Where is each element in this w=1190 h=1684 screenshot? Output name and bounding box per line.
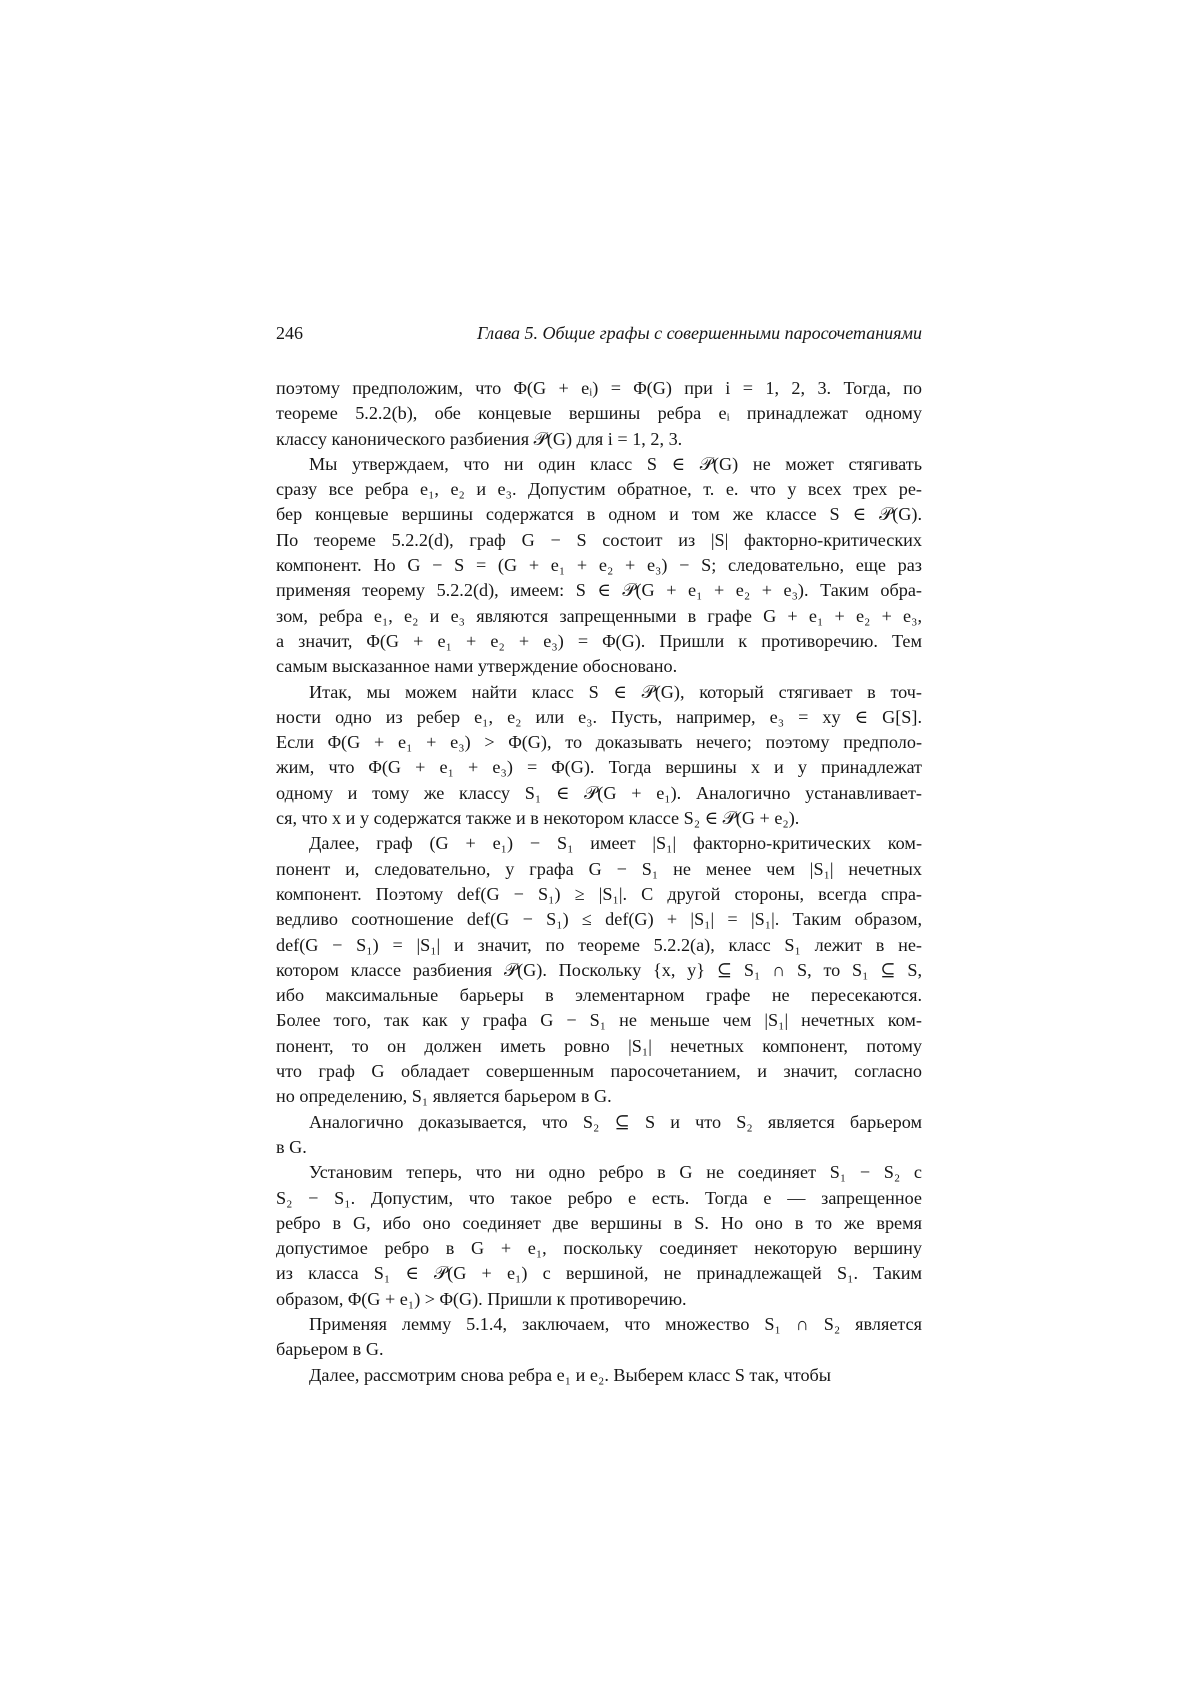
text-line: Далее, рассмотрим снова ребра e₁ и e₂. Выберем класс S так, чтобы xyxy=(309,1364,832,1385)
text-line: бер концевые вершины содержатся в одном и том же классе S ∈ 𝒫(G). xyxy=(276,504,922,525)
text-line: допустимое ребро в G + e₁, поскольку соединяет некоторую вершину xyxy=(276,1238,922,1259)
text-line: применяя теорему 5.2.2(d), имеем: S ∈ 𝒫(G + e₁ + e₂ + e₃). Таким обра- xyxy=(276,580,922,601)
text-line: в G. xyxy=(276,1136,307,1157)
text-line: ведливо соотношение def(G − S₁) ≤ def(G) + |S₁| = |S₁|. Таким образом, xyxy=(276,909,922,930)
text-line: классу канонического разбиения 𝒫(G) для i = 1, 2, 3. xyxy=(276,428,683,449)
paragraph xyxy=(276,1312,922,1363)
text-line: сразу все ребра e₁, e₂ и e₃. Допустим обратное, т. е. что у всех трех ре- xyxy=(276,479,922,500)
page-number: 246 xyxy=(276,323,303,343)
paragraph xyxy=(276,680,922,832)
text-line: поэтому предположим, что Φ(G + eᵢ) = Φ(G) при i = 1, 2, 3. Тогда, по xyxy=(276,378,922,398)
text-line: Мы утверждаем, что ни один класс S ∈ 𝒫(G) не может стягивать xyxy=(309,453,922,474)
text-line: зом, ребра e₁, e₂ и e₃ являются запрещенными в графе G + e₁ + e₂ + e₃, xyxy=(276,605,922,626)
text-line: компонент. Но G − S = (G + e₁ + e₂ + e₃) − S; следовательно, еще раз xyxy=(276,555,922,576)
text-line: понент и, следовательно, у графа G − S₁ не менее чем |S₁| нечетных xyxy=(276,858,922,879)
text-line: Более того, так как у графа G − S₁ не меньше чем |S₁| нечетных ком- xyxy=(276,1010,922,1031)
paragraph xyxy=(276,1110,922,1161)
text-line: что граф G обладает совершенным паросочетанием, и значит, согласно xyxy=(276,1061,922,1082)
chapter-title: Глава 5. Общие графы с совершенными паросочетаниями xyxy=(476,323,922,343)
text-line: барьером в G. xyxy=(276,1339,384,1360)
text-line: а значит, Φ(G + e₁ + e₂ + e₃) = Φ(G). Пришли к противоречию. Тем xyxy=(276,630,922,651)
paragraph xyxy=(276,452,922,680)
text-line: ребро в G, ибо оно соединяет две вершины в S. Но оно в то же время xyxy=(276,1212,922,1233)
text-line: котором классе разбиения 𝒫(G). Поскольку {x, y} ⊆ S₁ ∩ S, то S₁ ⊆ S, xyxy=(276,959,922,980)
text-line: но определению, S₁ является барьером в G. xyxy=(276,1086,612,1107)
text-line: понент, то он должен иметь ровно |S₁| нечетных компонент, потому xyxy=(276,1035,922,1056)
paragraph xyxy=(276,1160,922,1312)
body-text xyxy=(276,376,922,1388)
paragraph xyxy=(276,831,922,1109)
paragraph xyxy=(276,1363,922,1388)
paragraph xyxy=(276,376,922,452)
text-line: одному и тому же классу S₁ ∈ 𝒫(G + e₁). Аналогично устанавливает- xyxy=(276,782,922,803)
text-line: ся, что x и y содержатся также и в некотором классе S₂ ∈ 𝒫(G + e₂). xyxy=(276,808,800,829)
text-line: ности одно из ребер e₁, e₂ или e₃. Пусть, например, e₃ = xy ∈ G[S]. xyxy=(276,706,922,727)
text-line: Аналогично доказывается, что S₂ ⊆ S и что S₂ является барьером xyxy=(309,1111,922,1132)
text-line: S₂ − S₁. Допустим, что такое ребро e есть. Тогда e — запрещенное xyxy=(276,1187,922,1208)
text-line: Далее, граф (G + e₁) − S₁ имеет |S₁| факторно-критических ком- xyxy=(309,833,922,854)
text-line: жим, что Φ(G + e₁ + e₃) = Φ(G). Тогда вершины x и y принадлежат xyxy=(276,757,922,778)
text-line: Применяя лемму 5.1.4, заключаем, что множество S₁ ∩ S₂ является xyxy=(309,1313,922,1334)
text-line: из класса S₁ ∈ 𝒫(G + e₁) с вершиной, не принадлежащей S₁. Таким xyxy=(276,1263,922,1284)
text-line: образом, Φ(G + e₁) > Φ(G). Пришли к противоречию. xyxy=(276,1288,687,1309)
text-line: Итак, мы можем найти класс S ∈ 𝒫(G), который стягивает в точ- xyxy=(309,681,922,702)
text-line: ибо максимальные барьеры в элементарном графе не пересекаются. xyxy=(276,985,922,1006)
text-line: По теореме 5.2.2(d), граф G − S состоит из |S| факторно-критических xyxy=(276,529,922,550)
text-line: теореме 5.2.2(b), обе концевые вершины ребра eᵢ принадлежат одному xyxy=(276,403,922,424)
text-line: def(G − S₁) = |S₁| и значит, по теореме 5.2.2(a), класс S₁ лежит в не- xyxy=(276,934,922,955)
running-head xyxy=(276,320,922,346)
text-line: самым высказанное нами утверждение обосновано. xyxy=(276,656,678,677)
text-line: компонент. Поэтому def(G − S₁) ≥ |S₁|. С другой стороны, всегда спра- xyxy=(276,883,922,904)
text-line: Установим теперь, что ни одно ребро в G не соединяет S₁ − S₂ с xyxy=(309,1162,922,1183)
text-line: Если Φ(G + e₁ + e₃) > Φ(G), то доказывать нечего; поэтому предполо- xyxy=(276,732,922,753)
